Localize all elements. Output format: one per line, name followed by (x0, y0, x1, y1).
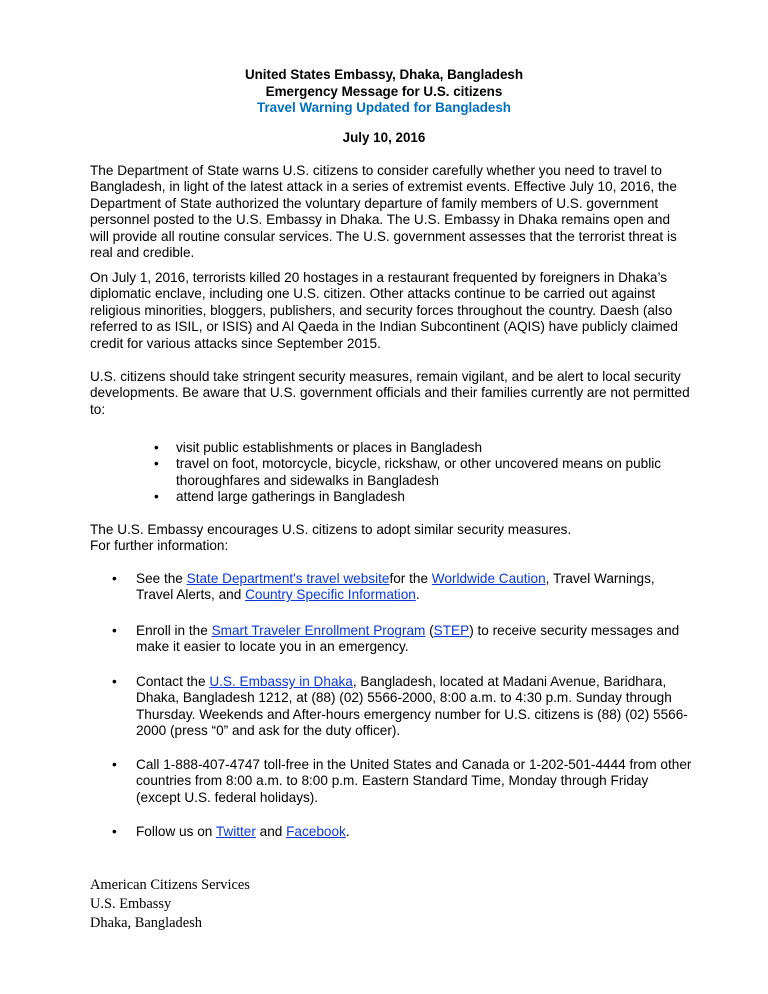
info-item-call (112, 757, 692, 806)
restrictions-list (150, 440, 710, 506)
step-link[interactable]: STEP (433, 623, 470, 638)
list-item: • visit public establishments or places in Bangladesh (154, 440, 483, 455)
paragraph-encouragement: The U.S. Embassy encourages U.S. citizens to adopt similar security measures. For further information: (90, 522, 572, 554)
bullet-icon: • (112, 571, 117, 586)
list-item: • travel on foot, motorcycle, bicycle, rickshaw, or other uncovered means on public thoroughfares and sidewalks in Bangladesh (154, 456, 662, 488)
paragraph-security-measures: U.S. citizens should take stringent security measures, remain vigilant, and be alert to local security developments. Be aware that U.S. government officials and their families currently are not permitted to: (90, 369, 690, 417)
list-item: • See the State Department's travel websitefor the Worldwide Caution, Travel Warnings, Travel Alerts, and Country Specific Information. (112, 571, 655, 603)
list-item: • attend large gatherings in Bangladesh (154, 489, 405, 505)
list-item: • Enroll in the Smart Traveler Enrollment Program (STEP) to receive security messages and make it easier to locate you in an emergency. (112, 623, 680, 655)
twitter-link[interactable]: Twitter (215, 824, 256, 839)
bullet-icon: • (112, 824, 117, 839)
embassy-dhaka-link[interactable]: U.S. Embassy in Dhaka (209, 674, 353, 689)
message-type: Emergency Message for U.S. citizens (265, 83, 503, 99)
embassy-title: United States Embassy, Dhaka, Bangladesh (244, 67, 524, 82)
list-item: • Call 1-888-407-4747 toll-free in the United States and Canada or 1-202-501-4444 from other countries from 8:00 a.m. to 8:00 p.m. Eastern Standard Time, Monday through Friday (except U.S. federal holidays). (112, 757, 692, 805)
facebook-link[interactable]: Facebook (286, 824, 346, 839)
bullet-icon: • (112, 674, 117, 689)
list-item: • Follow us on Twitter and Facebook. (112, 824, 350, 839)
info-item-website (112, 571, 692, 604)
bullet-icon: • (112, 623, 117, 638)
message-date: July 10, 2016 (342, 130, 426, 145)
info-item-social (112, 824, 692, 840)
bullet-icon: • (154, 440, 159, 455)
info-item-step (112, 623, 692, 656)
document-header (0, 67, 768, 117)
bullet-icon: • (154, 489, 159, 505)
country-specific-information-link[interactable]: Country Specific Information (245, 587, 416, 603)
list-item: • Contact the U.S. Embassy in Dhaka, Bangladesh, located at Madani Avenue, Baridhara, Dhaka, Bangladesh 1212, at (88) (02) 5566-2000, 8:00 a.m. to 4:30 p.m. Sunday through Thursday. Weekends and After-hours emergency number for U.S. citizens is (88) (02) 5566-2000 (press “0” and ask for the duty officer). (112, 674, 688, 739)
worldwide-caution-link[interactable]: Worldwide Caution (431, 571, 546, 586)
info-item-contact-embassy (112, 674, 692, 740)
smart-traveler-enrollment-link[interactable]: Smart Traveler Enrollment Program (211, 623, 426, 638)
signature-location: Dhaka, Bangladesh (90, 915, 202, 931)
travel-warning-subtitle: Travel Warning Updated for Bangladesh (257, 100, 511, 115)
paragraph-attacks: On July 1, 2016, terrorists killed 20 hostages in a restaurant frequented by foreigners in Dhaka’s diplomatic enclave, including one U.S. citizen. Other attacks continue to be carried out against religious minorities, bloggers, publishers, and security forces throughout the country. Daesh (also referred to as ISIL, or ISIS) and Al Qaeda in the Indian Subcontinent (AQIS) have publicly claimed credit for various attacks since September 2015. (90, 270, 678, 351)
signature-department: American Citizens Services (90, 877, 250, 893)
signature-office: U.S. Embassy (90, 896, 172, 912)
paragraph-intro: The Department of State warns U.S. citizens to consider carefully whether you need to travel to Bangladesh, in light of the latest attack in a series of extremist events. Effective July 10, 2016, the Department of State authorized the voluntary departure of family members of U.S. government personnel posted to the U.S. Embassy in Dhaka. The U.S. Embassy in Dhaka remains open and will provide all routine consular services. The U.S. government assesses that the terrorist threat is real and credible. (90, 163, 677, 261)
bullet-icon: • (154, 456, 159, 472)
state-department-website-link[interactable]: State Department's travel website (186, 571, 390, 586)
signature-block (90, 876, 250, 933)
bullet-icon: • (112, 757, 117, 772)
